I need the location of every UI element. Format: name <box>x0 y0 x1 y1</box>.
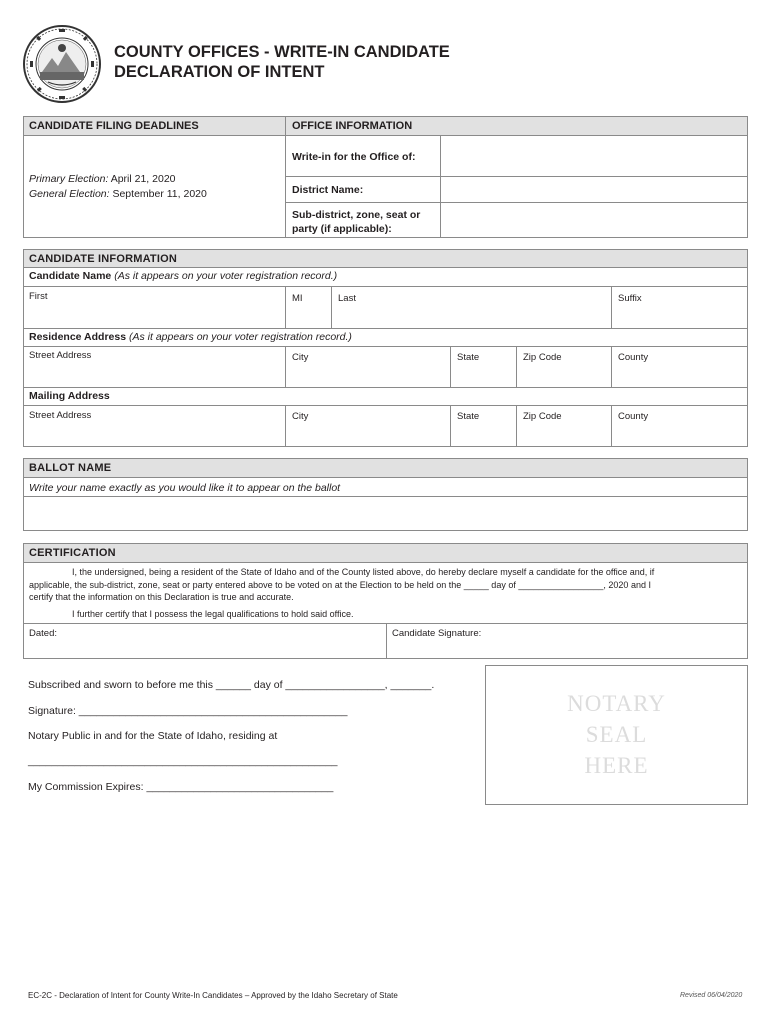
footer-form-id: EC-2C - Declaration of Intent for County Write-In Candidates – Approved by the Idaho Secretary of State <box>28 991 398 1000</box>
res-city-label: City <box>292 352 309 363</box>
last-cell[interactable] <box>331 286 611 328</box>
title-line-2: DECLARATION OF INTENT <box>114 63 325 81</box>
mail-zip-label: Zip Code <box>523 411 562 422</box>
certification-header: CERTIFICATION <box>24 544 747 563</box>
res-city-field[interactable] <box>285 346 450 387</box>
primary-election <box>29 173 176 185</box>
general-label: General Election: <box>29 188 110 200</box>
subdistrict-label-line-1: Sub-district, zone, seat or <box>292 209 421 221</box>
mail-city-label: City <box>292 411 309 422</box>
dated-label: Dated: <box>29 628 57 639</box>
res-street-field[interactable] <box>24 346 285 387</box>
general-election <box>29 188 207 200</box>
mail-street-label: Street Address <box>29 410 92 421</box>
mi-label: MI <box>292 293 303 304</box>
title-line-1: COUNTY OFFICES - WRITE-IN CANDIDATE <box>114 43 450 61</box>
primary-date: April 21, 2020 <box>110 173 176 185</box>
ballot-section <box>23 458 748 531</box>
ballot-header: BALLOT NAME <box>24 459 747 478</box>
ballot-name-field[interactable] <box>24 496 747 530</box>
page-title <box>114 42 450 82</box>
deadlines-office-section <box>23 116 748 238</box>
first-name-field[interactable] <box>24 286 285 328</box>
certification-paragraph <box>29 566 745 604</box>
res-county-label: County <box>618 352 649 363</box>
district-label: District Name: <box>292 184 364 196</box>
seal-line-3: HERE <box>584 753 649 778</box>
notary-public: Notary Public in and for the State of Idaho, residing at <box>28 730 278 742</box>
primary-label: Primary Election: <box>29 173 109 185</box>
res-state-label: State <box>457 352 480 363</box>
divider <box>24 328 747 329</box>
dated-field[interactable] <box>24 623 386 658</box>
footer-revised: Revised 06/04/2020 <box>680 992 743 999</box>
notary-seal-text <box>486 688 747 781</box>
seal-line-2: SEAL <box>585 722 648 747</box>
first-label: First <box>29 291 48 302</box>
deadlines-heading: CANDIDATE FILING DEADLINES <box>29 120 199 132</box>
candidate-header: CANDIDATE INFORMATION <box>24 250 747 268</box>
notary-commission: My Commission Expires: ________________________________ <box>28 781 334 793</box>
candidate-name-label <box>29 270 337 282</box>
residence-label: Residence Address <box>29 331 127 343</box>
mail-street-field[interactable] <box>24 405 285 446</box>
cert-line-2: applicable, the sub-district, zone, seat or party entered above to be voted on at the Election to be held on the _____ day of _________________, 2020 and I <box>29 579 651 590</box>
mail-city-field[interactable] <box>285 405 450 446</box>
office-heading: OFFICE INFORMATION <box>292 120 413 132</box>
res-street-label: Street Address <box>29 350 92 361</box>
certification-section <box>23 543 748 659</box>
candidate-section <box>23 249 748 447</box>
notary-seal-box[interactable] <box>485 665 748 805</box>
state-seal-icon <box>22 24 102 104</box>
subdistrict-label <box>292 208 420 236</box>
cert-line-1: I, the undersigned, being a resident of the State of Idaho and of the County listed above, do hereby declare myself a candidate for the office and, if <box>72 567 655 577</box>
seal-line-1: NOTARY <box>567 691 666 716</box>
office-field[interactable] <box>441 136 747 176</box>
general-date: September 11, 2020 <box>112 188 207 200</box>
notary-residing-line: _____________________________________________________ <box>28 755 338 767</box>
last-label: Last <box>338 293 356 304</box>
name-label: Candidate Name <box>29 270 112 282</box>
ballot-instruction: Write your name exactly as you would like it to appear on the ballot <box>29 482 341 494</box>
res-zip-label: Zip Code <box>523 352 562 363</box>
mail-county-label: County <box>618 411 649 422</box>
office-label: Write-in for the Office of: <box>292 151 416 163</box>
mail-state-label: State <box>457 411 480 422</box>
divider <box>24 387 747 388</box>
subdistrict-label-line-2: party (if applicable): <box>292 223 392 235</box>
suffix-label: Suffix <box>618 293 642 304</box>
signature-label: Candidate Signature: <box>392 628 482 639</box>
cert-qualifications: I further certify that I possess the legal qualifications to hold said office. <box>72 609 354 619</box>
residence-address-label <box>29 331 352 343</box>
cert-line-3: certify that the information on this Declaration is true and accurate. <box>29 592 294 602</box>
residence-note: (As it appears on your voter registration record.) <box>129 331 352 343</box>
name-note: (As it appears on your voter registration record.) <box>114 270 338 282</box>
subdistrict-field[interactable] <box>441 203 747 237</box>
district-field[interactable] <box>441 177 747 202</box>
notary-subscribed: Subscribed and sworn to before me this ______ day of _________________, _______. <box>28 679 435 691</box>
mailing-label: Mailing Address <box>29 390 110 402</box>
notary-signature: Signature: ______________________________________________ <box>28 705 348 717</box>
divider <box>285 117 286 237</box>
